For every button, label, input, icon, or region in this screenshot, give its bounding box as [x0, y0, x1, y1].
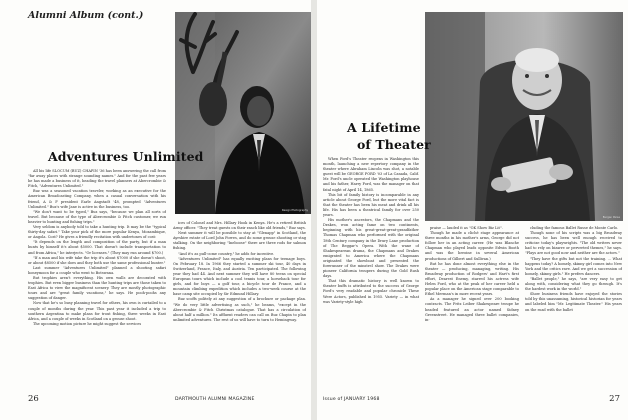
ford-photo-image — [425, 12, 623, 221]
right-column-2 — [425, 226, 519, 391]
running-head: Alumni Album (cont.) — [28, 10, 144, 21]
left-page — [0, 0, 311, 420]
left-col1-para: Now that he's so busy planning travel for others, his own is curtailed to a couple of months during the year. This past year it included a trip to southern Argentina to make plans for trout fishing, three weeks in East Africa, and a couple of weeks in Scotland on a grouse shoot. — [28, 301, 166, 321]
right-col2-para: But he has done almost everything else in the theater — producing, managing, writing. His Broadway production of Rodgers' and Hart's first effort, Dearest Enemy, starred his actress wife Helen Ford, who at the peak of her career held a popular place on the American stage comparable to Ethel Merman's in more recent years. — [425, 261, 519, 297]
left-col1-para: "We don't want to be typed," Buz says, "because we plan all sorts of travel. But because of the type of Abercrombie & Fitch customer, we run heavier to hunting and fishing trips." — [28, 209, 166, 224]
right-col1-para: When Ford's Theater reopens in Washington this month, launching a new repertory company in the theater where Abraham Lincoln was shot, a notable guest will be GEORGE FORD '03 of La Canada, Calif. Mr. Ford's uncle operated the Washington playhouse and his father, Harry Ford, was the manager on that fatal night of April 14, 1865. — [323, 157, 419, 192]
right-col3-para: Though none of his scripts was a big Broadway success, he has been well enough received to criticize today's playwrights. "The old writers never had to rely on bizarre or perverted themes," he says. "Plays are not good now and neither are the actors." — [525, 231, 622, 256]
left-col2-para: ices of Colonel and Mrs. Hillary Hook in Kenya. He's a retired British Army officer. "They treat guests on their ranch like old friends," Buz says. — [173, 221, 306, 231]
headline-theater: of Theater — [357, 137, 431, 152]
left-col1-para: The upcoming motion picture he might suggest the services — [33, 321, 142, 326]
right-page — [317, 0, 628, 420]
page-number-right: 27 — [609, 394, 620, 404]
left-col1-para: But trophies aren't everything. His own walls are decorated with trophies. But even bigger business than the hunting trips are those taken to East Africa to view the magnificent scenery. They are mostly photographic tours and are "great family vacations," he says. He pooh-poohs any suggestion of danger. — [28, 275, 166, 301]
right-column-1 — [323, 157, 419, 391]
right-col3-para: "They have the gifts but not the training. ... What happens today? A homely, skinny girl comes into New York and the critics rave. And we get a succession of homely, skinny girls." He prefers dancers. — [525, 256, 622, 276]
right-col1-para: His mother's ancestors, the Chapmans and the Drakes, won acting fame on two continents, beginning with his great-great-great-grandfather Thomas Chapman who performed with the original 18th Century company in the Drury Lane production of The Beggar's Opera. With the wane of Shakespearean drama, the Chapmans and Drakes emigrated to America where the Chapmans originated the showboat and presented the forerunner of the minstrel show. The Drakes were pioneer California troupers during the Gold Rush days. — [323, 218, 419, 279]
left-col2-para: Buz scoffs politely at any suggestion of a brochure or package plan. "We do very little advertising as such," he beams, "except in the Abercrombie & Fitch Christmas catalogue. That has a circulation of about half a million." Its affluent readers can call on Buz Chapin to plan unlimited adventures. The rest of us will have to turn to Hemingway. — [173, 297, 306, 322]
left-col1-para: Last summer "Adventures Unlimited" planned a shooting safari honeymoon for a couple who went to Botswana. — [28, 265, 166, 275]
chapin-photo — [175, 12, 311, 214]
left-col1-para: "If a man and his wife take the trip it's about $7000 if she doesn't shoot, or about $8500 if she does and they both use the same professional hunter." — [28, 255, 166, 265]
photo-credit-left: Design Photography — [281, 209, 308, 212]
right-col2-para: As a manager he signed over 200 booking contracts. The Fritz Leiber Shakespeare troupe he headed featured an actor named Sidney Greenstreet. He managed three ballet companies, in- — [425, 297, 519, 322]
chapin-photo-image — [175, 12, 311, 214]
right-col1-para: That this dramatic history is well known to theater buffs is attributed to the success of George Ford's very readable and popular chronicle These Were Actors, published in 1955. Variety — in what was Variety-style high — [323, 279, 419, 304]
right-col1-para: This bit of family history is incomparable in any article about George Ford, but the more vital fact is that the theater has been his meat and drink all his life. His has been a theatrical family for over 250 years. — [323, 192, 419, 218]
right-col3-para: cluding the famous Ballet Russe de Monte Carlo. — [530, 226, 619, 230]
headline-lifetime: A Lifetime — [347, 120, 421, 135]
left-column-2 — [173, 221, 306, 391]
footer-issue: Issue of JANUARY 1968 — [323, 397, 380, 402]
footer-magazine: DARTMOUTH ALUMNI MAGAZINE — [175, 397, 255, 402]
right-col3-para: Show business friends have enjoyed the stories told by this unassuming, historical historian for years and labeled him "Mr. Legitimate Theater." His years on the road with the ballet — [525, 292, 622, 312]
left-column-1 — [28, 169, 166, 391]
left-col1-para: Buz was a seasoned vacation traveler, working as an executive for the American Broadcasting Company, when a casual conversation with his friend, A & F president Earle Angstadt '48, prompted "Adventures Unlimited." Buz's wife Jane is active in the business, too. — [28, 189, 166, 209]
left-col2-para: "And it's as pull-come country," he adds for incentive. — [178, 251, 275, 256]
left-col1-para: Very seldom is anybody told to take a hunting trip. It may be the "typical thirty-day safari." Take your pick of the more popular Kenya, Mozambique, or Angola. Cost? He gives a friendly recitation with undertones of cost: — [28, 225, 166, 240]
left-col1-para: All his life SLOCUM (BUZ) CHAPIN '36 has been answering the call from "far away places with strange sounding names." And for the past few years he has made a business of it, heading the travel planners at Abercrombie & Fitch, "Adventures Unlimited." — [28, 169, 166, 189]
left-col2-para: "Adventures Unlimited" has equally exciting plans for teenage boys. On February 18. In 1966 they started a summer ski tour, 40 days in Switzerland, France, Italy, and Austria. Ten participated. The following year they had 44. And next summer they will have 80 teens on special European tours which include a cool tennis tour, a horseback tour for girls, and for boys — a golf tour, a bicycle tour de France, and a mountain climbing expedition which includes a two-week course at the base camp site occupied by Sir Edmund Hillary. — [173, 256, 306, 297]
right-column-3 — [525, 226, 622, 391]
left-col2-para: Next summer it will be possible to stay at "Glenapp" in Scotland, the Ayrshire estate of Lord John Forres, and do some grouse shooting or stag stalking. On the neighboring "Ineboose" there are three rods for salmon fishing. — [173, 231, 306, 251]
right-col2-para: praise — lauded it as "OK Show Biz Lit". — [430, 226, 503, 230]
ford-photo — [425, 12, 623, 221]
right-col2-para: Though he made a cliché stage appearance at three months in his mother's arms, George did not follow her in an acting career. (He was Blanche Chapman who played leads opposite Edwin Booth and was the heroine in several American productions of Gilbert and Sullivan.) — [425, 231, 519, 261]
headline-adventures: Adventures Unlimited — [48, 149, 204, 164]
photo-credit-right: Burgan Parsa — [602, 216, 620, 219]
left-col1-para: "It depends on the length and composition of the party, but if a man hunts by himself it's about $5000. That doesn't include transportation to and from Africa," he interjects. "Or licenses." (They may run around $700.) — [28, 240, 166, 255]
page-number-left: 26 — [28, 394, 39, 404]
right-col3-para: "Ballet people," he says, "are very easy to get along with, considering what they go through. It's the hardest work in the world." — [525, 276, 622, 292]
